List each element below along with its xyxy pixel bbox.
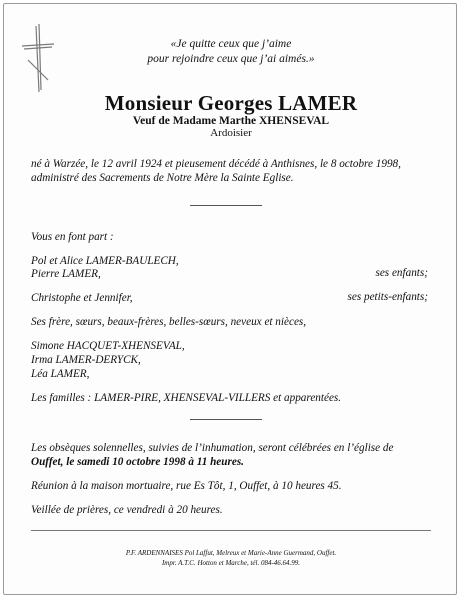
quote-line-2: pour rejoindre ceux que j’ai aimés.» xyxy=(147,53,315,65)
footer-line-2: Impr. A.T.C. Hotton et Marche, tél. 084-46.64.99. xyxy=(161,559,301,567)
funeral-line-1: Les obsèques solennelles, suivies de l’inhumation, seront célébrées en l’église de xyxy=(31,442,394,454)
children-line-1: Pol et Alice LAMER-BAULECH, xyxy=(31,255,179,267)
footer-line-1: P.F. ARDENNAISES Pol Laffut, Melreux et Marie-Anne Guermand, Ouffet. xyxy=(125,549,337,557)
widower-line: Veuf de Madame Marthe XHENSEVAL xyxy=(132,115,330,127)
vigil-line: Veillée de prières, ce vendredi à 20 heures. xyxy=(31,504,223,516)
intro-line: Vous en font part : xyxy=(31,231,114,243)
children-line-2: Pierre LAMER, xyxy=(31,268,101,280)
children-role: ses enfants; xyxy=(375,267,428,279)
profession: Ardoisier xyxy=(210,127,252,139)
announcement-line-2: administré des Sacrements de Notre Mère la Sainte Eglise. xyxy=(31,172,294,184)
announcement-line-1: né à Warzée, le 12 avril 1924 et pieusement décédé à Anthisnes, le 8 octobre 1998, xyxy=(31,158,401,170)
funeral-line-2: Ouffet, le samedi 10 octobre 1998 à 11 heures. xyxy=(31,456,244,468)
relative-line-2: Irma LAMER-DERYCK, xyxy=(31,354,141,366)
divider-1 xyxy=(190,205,262,206)
gathering-line: Réunion à la maison mortuaire, rue Es Tôt, 1, Ouffet, à 10 heures 45. xyxy=(31,480,342,492)
divider-2 xyxy=(190,419,262,420)
grandchildren-line: Christophe et Jennifer, xyxy=(31,292,133,304)
families-line: Les familles : LAMER-PIRE, XHENSEVAL-VILLERS et apparentées. xyxy=(31,392,342,404)
deceased-name: Monsieur Georges LAMER xyxy=(104,91,358,115)
grandchildren-role: ses petits-enfants; xyxy=(347,291,428,303)
siblings-line: Ses frère, sœurs, beaux-frères, belles-sœurs, neveux et nièces, xyxy=(31,316,307,328)
relative-line-3: Léa LAMER, xyxy=(31,368,90,380)
relative-line-1: Simone HACQUET-XHENSEVAL, xyxy=(31,340,185,352)
footer-rule xyxy=(31,530,431,531)
quote-line-1: «Je quitte ceux que j’aime xyxy=(170,38,292,50)
